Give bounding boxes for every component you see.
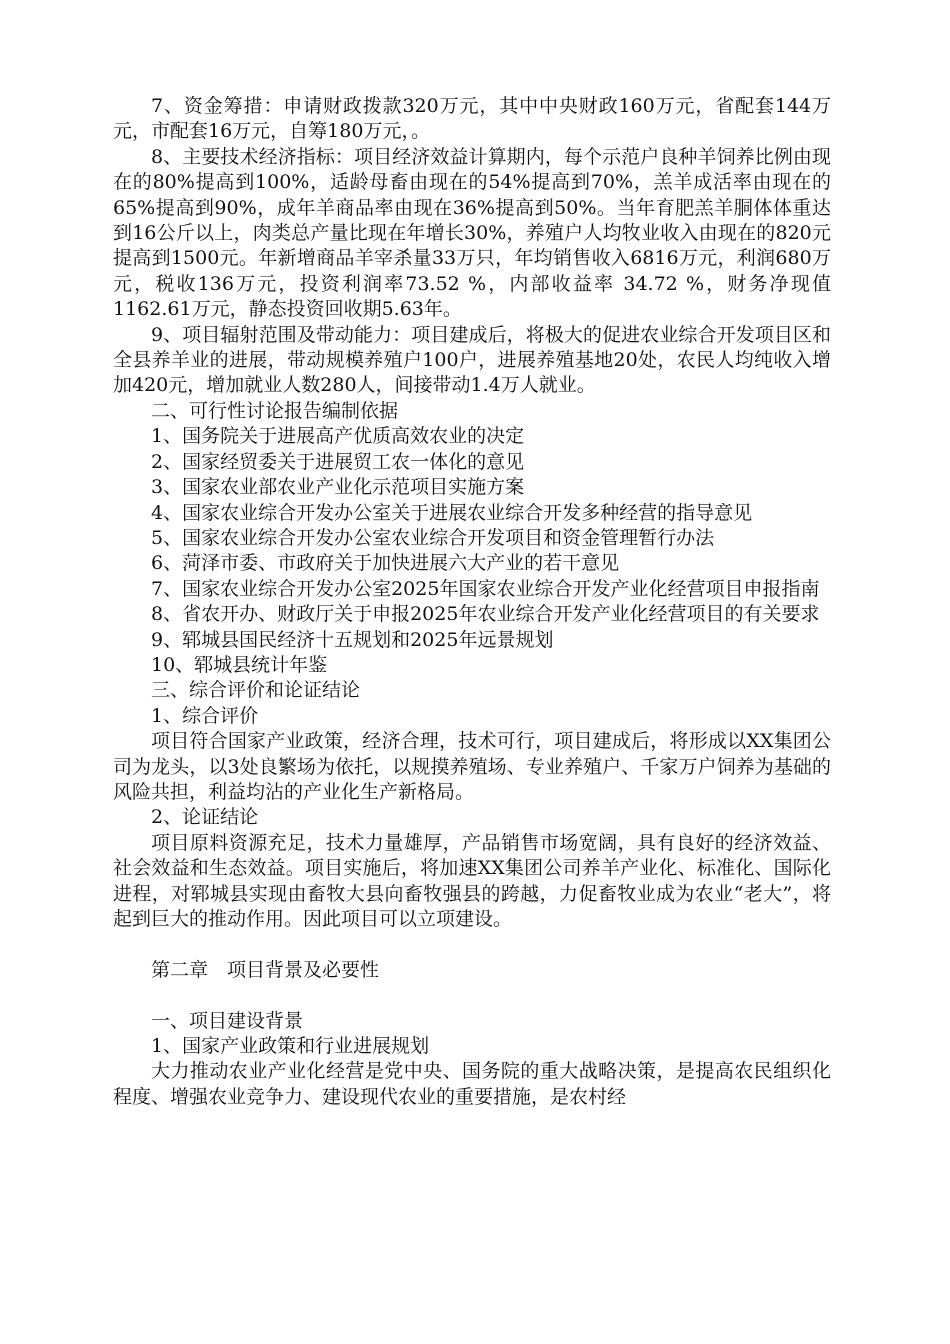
subheading-industry-policy: 1、国家产业政策和行业进展规划 (151, 1035, 430, 1057)
basis-item-3: 3、国家农业部农业产业化示范项目实施方案 (151, 476, 525, 499)
heading-project-background: 一、项目建设背景 (151, 1009, 304, 1032)
paragraph-evaluation: 项目符合国家产业政策，经济合理，技术可行，项目建成后，将形成以XX集团公司为龙头，以3处良繁场为依托，以规摸养殖场、专业养殖户、千家万户饲养为基础的风险共担，利益均沾的产业化生产新格局。 (113, 730, 831, 803)
basis-item-1: 1、国务院关于进展高产优质高效农业的决定 (151, 425, 525, 448)
chapter-title: 第二章 项目背景及必要性 (151, 958, 380, 981)
subheading-conclusion: 2、论证结论 (151, 806, 259, 829)
heading-basis: 二、可行性讨论报告编制依据 (151, 399, 399, 422)
basis-item-2: 2、国家经贸委关于进展贸工农一体化的意见 (151, 450, 525, 473)
basis-item-4: 4、国家农业综合开发办公室关于进展农业综合开发多种经营的指导意见 (151, 501, 753, 524)
basis-item-8: 8、省农开办、财政厅关于申报2025年农业综合开发产业化经营项目的有关要求 (151, 603, 820, 626)
basis-item-10: 10、郓城县统计年鉴 (151, 653, 328, 676)
basis-item-5: 5、国家农业综合开发办公室农业综合开发项目和资金管理暂行办法 (151, 526, 715, 549)
spacer (113, 932, 831, 957)
basis-item-7: 7、国家农业综合开发办公室2025年国家农业综合开发产业化经营项目申报指南 (151, 577, 820, 600)
heading-evaluation-conclusion: 三、综合评价和论证结论 (151, 679, 361, 702)
basis-item-6: 6、菏泽市委、市政府关于加快进展六大产业的若干意见 (151, 552, 620, 575)
spacer (113, 983, 831, 1008)
paragraph-radiation-scope: 9、项目辐射范围及带动能力：项目建成后，将极大的促进农业综合开发项目区和全县养羊业的进展，带动规模养殖户100户，进展养殖基地20处，农民人均纯收入增加420元，增加就业人数280人，间接带动1.4万人就业。 (113, 323, 831, 397)
paragraph-economic-indicators: 8、主要技术经济指标：项目经济效益计算期内，每个示范户良种羊饲养比例由现在的80%提高到100%，适龄母畜由现在的54%提高到70%，羔羊成活率由现在的65%提高到90%，成年羊商品率由现在36%提高到50%。当年育肥羔羊胴体体重达到16公斤以上，肉类总产量比现在年增长30%，养殖户人均牧业收入由现在的820元提高到1500元。年新增商品羊宰杀量33万只，年均销售收入6816万元，利润680万元，税收136万元，投资利润率73.52 %，内部收益率 34.72 %，财务净现值1162.61万元，静态投资回收期5.63年。 (113, 145, 831, 321)
document-page (113, 94, 831, 1110)
basis-item-9: 9、郓城县国民经济十五规划和2025年远景规划 (151, 628, 554, 651)
paragraph-industry-policy: 大力推动农业产业化经营是党中央、国务院的重大战略决策，是提高农民组织化程度、增强农业竞争力、建设现代农业的重要措施，是农村经 (113, 1060, 831, 1108)
paragraph-conclusion: 项目原料资源充足，技术力量雄厚，产品销售市场宽阔，具有良好的经济效益、社会效益和生态效益。项目实施后，将加速XX集团公司养羊产业化、标准化、国际化进程，对郓城县实现由畜牧大县向畜牧强县的跨越，力促畜牧业成为农业“老大”，将起到巨大的推动作用。因此项目可以立项建设。 (113, 831, 831, 930)
paragraph-funding: 7、资金筹措：申请财政拨款320万元，其中中央财政160万元，省配套144万元，市配套16万元，自筹180万元，。 (113, 95, 831, 143)
subheading-evaluation: 1、综合评价 (151, 704, 259, 727)
